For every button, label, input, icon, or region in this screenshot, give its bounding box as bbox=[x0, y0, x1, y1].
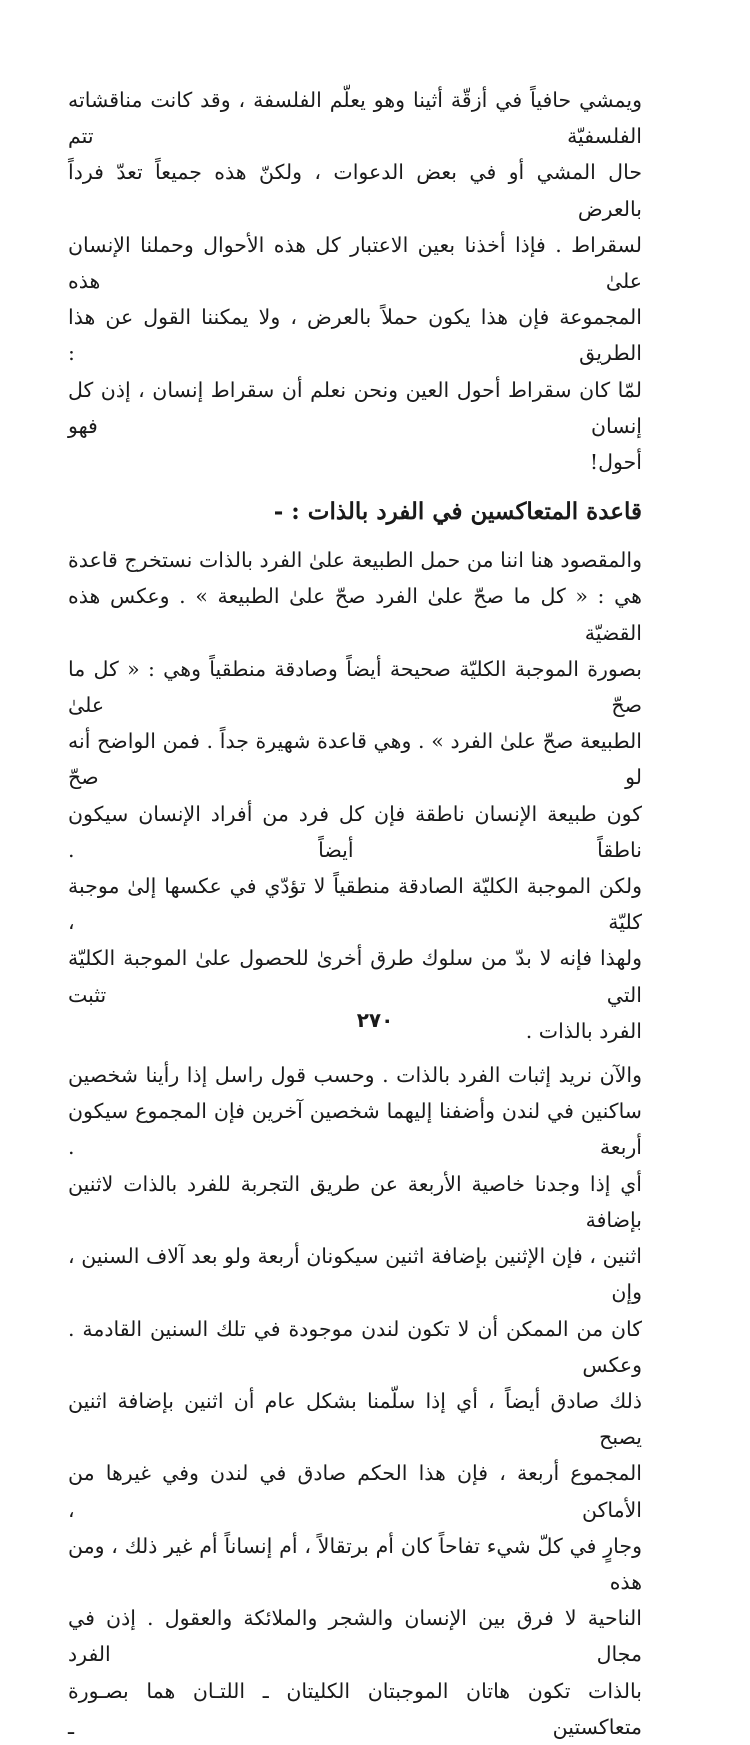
paragraph-2 bbox=[68, 542, 642, 1049]
text-line: حال المشي أو في بعض الدعوات ، ولكنّ هذه جميعاً تعدّ فرداً بالعرض bbox=[68, 160, 642, 221]
text-line: كون طبيعة الإنسان ناطقة فإن كل فرد من أفراد الإنسان سيكون ناطقاً أيضاً . bbox=[68, 801, 642, 862]
paragraph-1 bbox=[68, 82, 642, 480]
text-line: لمّا كان سقراط أحول العين ونحن نعلم أن سقراط إنسان ، إذن كل إنسان فهو bbox=[68, 377, 642, 438]
text-line: كان من الممكن أن لا تكون لندن موجودة في تلك السنين القادمة . وعكس bbox=[68, 1316, 642, 1377]
text-line: والمقصود هنا اننا من حمل الطبيعة علىٰ الفرد بالذات نستخرج قاعدة bbox=[68, 548, 642, 573]
text-line: ولكن الموجبة الكليّة الصادقة منطقياً لا تؤدّي في عكسها إلىٰ موجبة كليّة ، bbox=[68, 874, 642, 935]
text-line: لسقراط . فإذا أخذنا بعين الاعتبار كل هذه الأحوال وحملنا الإنسان علىٰ هذه bbox=[68, 232, 642, 294]
text-line: أي إذا وجدنا خاصية الأربعة عن طريق التجربة للفرد بالذات لاثنين بإضافة bbox=[68, 1171, 642, 1232]
text-line: اثنين ، فإن الإثنين بإضافة اثنين سيكونان أربعة ولو بعد آلاف السنين ، وإن bbox=[68, 1244, 642, 1305]
text-line: ويمشي حافياً في أزقّة أثينا وهو يعلّم الفلسفة ، وقد كانت مناقشاته الفلسفيّة تتم bbox=[68, 88, 642, 149]
text-line: الناحية لا فرق بين الإنسان والشجر والملائكة والعقول . إذن في مجال الفرد bbox=[68, 1606, 642, 1667]
page-body bbox=[68, 82, 642, 1745]
text-line: والآن نريد إثبات الفرد بالذات . وحسب قول راسل إذا رأينا شخصين bbox=[68, 1063, 642, 1088]
text-line: المجموع أربعة ، فإن هذا الحكم صادق في لندن وفي غيرها من الأماكن ، bbox=[68, 1461, 642, 1522]
paragraph-3 bbox=[68, 1057, 642, 1745]
text-line: ساكنين في لندن وأضفنا إليهما شخصين آخرين فإن المجموع سيكون أربعة . bbox=[68, 1099, 642, 1160]
text-line: المجموعة فإن هذا يكون حملاً بالعرض ، ولا يمكننا القول عن هذا الطريق : bbox=[68, 305, 642, 366]
text-line: الفرد بالذات . bbox=[525, 1018, 642, 1043]
text-line: بصورة الموجبة الكليّة صحيحة أيضاً وصادقة منطقياً وهي : « كل ما صحّ علىٰ bbox=[68, 656, 642, 718]
text-line: هي : « كل ما صحّ علىٰ الفرد صحّ علىٰ الطبيعة » . وعكس هذه القضيّة bbox=[68, 584, 642, 645]
section-heading: قاعدة المتعاكسين في الفرد بالذات : - bbox=[273, 498, 642, 526]
text-line: ذلك صادق أيضاً ، أي إذا سلّمنا بشكل عام أن اثنين بإضافة اثنين يصبح bbox=[68, 1388, 642, 1450]
page-number: ٢٧٠ bbox=[356, 1008, 394, 1032]
text-line: وجارٍ في كلّ شيء تفاحاً كان أم برتقالاً ، أم إنساناً أم غير ذلك ، ومن هذه bbox=[68, 1533, 642, 1594]
text-line: بالذات تكون هاتان الموجبتان الكليتان ـ اللتـان هما بصـورة متعاكستين ـ bbox=[68, 1678, 642, 1739]
text-line: أحول! bbox=[589, 450, 642, 475]
text-line: ولهذا فإنه لا بدّ من سلوك طرق أخرىٰ للحصول علىٰ الموجبة الكليّة التي تثبت bbox=[68, 946, 642, 1007]
text-line: الطبيعة صحّ علىٰ الفرد » . وهي قاعدة شهيرة جداً . فمن الواضح أنه لو صحّ bbox=[68, 729, 642, 790]
